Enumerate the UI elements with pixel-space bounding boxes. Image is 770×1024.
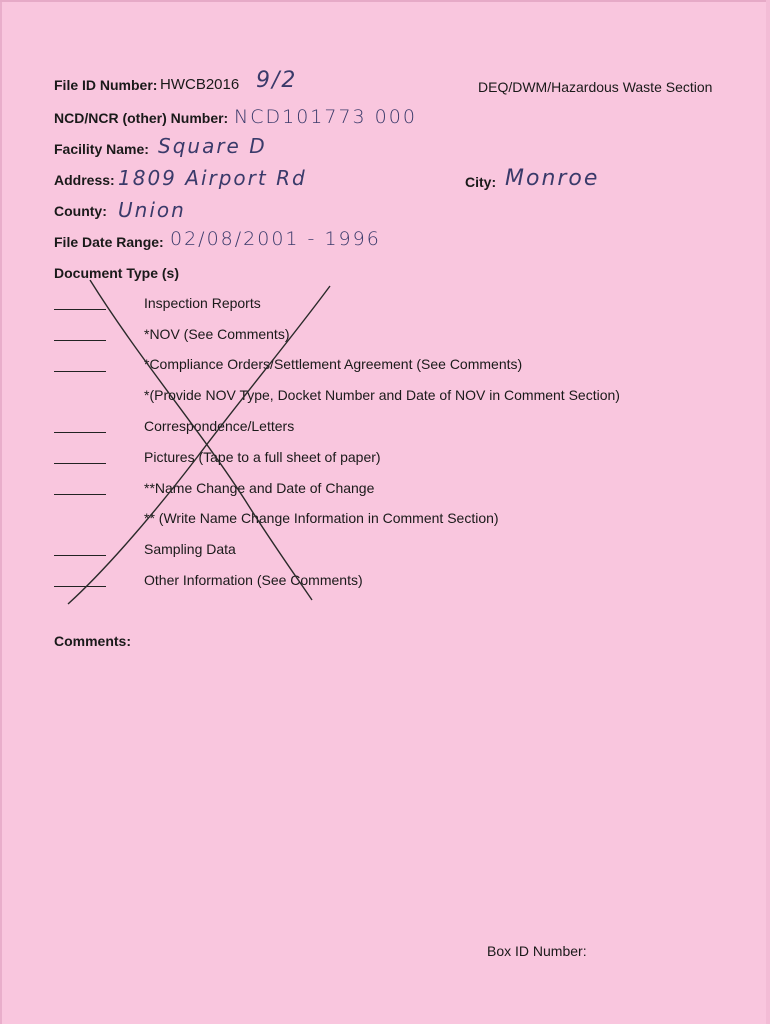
list-item: *NOV (See Comments): [144, 326, 290, 342]
list-item: *Compliance Orders/Settlement Agreement (See Comments): [144, 356, 523, 372]
ncd-label: NCD/NCR (other) Number:: [54, 110, 229, 126]
cross-stroke-up: [68, 286, 330, 604]
list-item: Pictures (Tape to a full sheet of paper): [144, 449, 381, 465]
list-item: Other Information (See Comments): [144, 572, 363, 588]
county-value: Union: [118, 198, 186, 222]
county-label: County:: [54, 203, 107, 219]
list-item: *(Provide NOV Type, Docket Number and Date of NOV in Comment Section): [144, 387, 620, 403]
city-label: City:: [465, 174, 497, 190]
city-value: Monroe: [505, 166, 600, 191]
file-id-value: HWCB2016: [160, 76, 240, 93]
comments-label: Comments:: [54, 633, 132, 649]
ncd-value: NCD101773 000: [234, 106, 417, 128]
address-label: Address:: [54, 172, 115, 188]
list-item: Correspondence/Letters: [144, 418, 295, 434]
box-id-label: Box ID Number:: [487, 943, 587, 959]
date-range-value: 02/08/2001 - 1996: [170, 228, 381, 250]
facility-value: Square D: [158, 134, 267, 158]
cross-stroke-down: [90, 280, 312, 600]
address-value: 1809 Airport Rd: [118, 166, 307, 190]
list-item: ** (Write Name Change Information in Comment Section): [144, 510, 499, 526]
file-id-handwritten: 9/2: [256, 68, 298, 93]
list-item: Inspection Reports: [144, 295, 261, 311]
date-range-label: File Date Range:: [54, 234, 164, 250]
document-type-heading: Document Type (s): [54, 265, 179, 281]
facility-label: Facility Name:: [54, 141, 149, 157]
file-id-label: File ID Number:: [54, 77, 158, 93]
list-item: **Name Change and Date of Change: [144, 480, 375, 496]
list-item: Sampling Data: [144, 541, 236, 557]
section-title: DEQ/DWM/Hazardous Waste Section: [478, 79, 713, 95]
